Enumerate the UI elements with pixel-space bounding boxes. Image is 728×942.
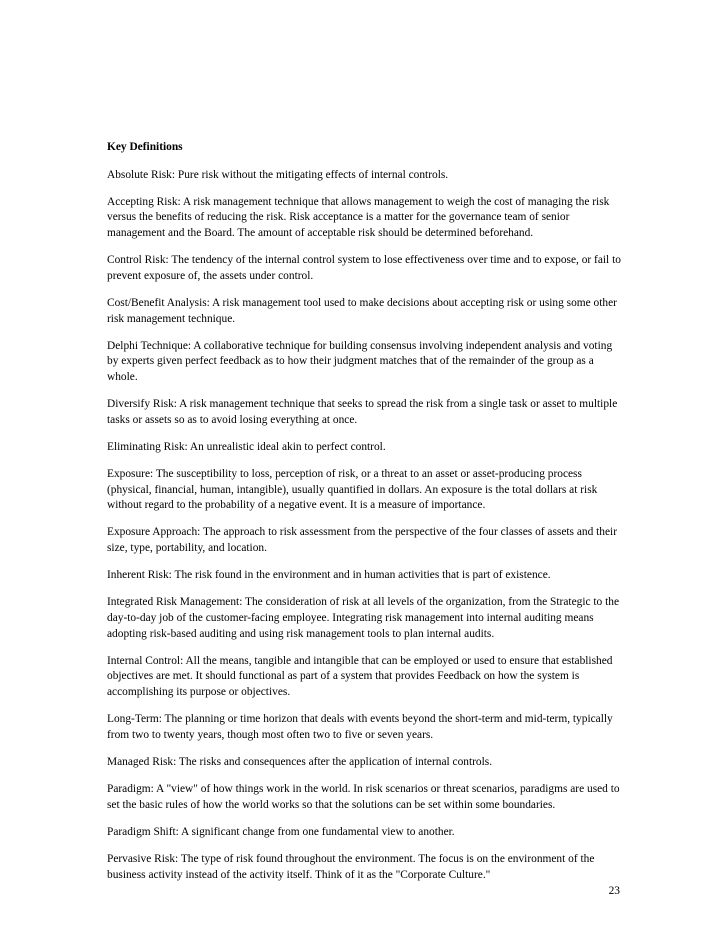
definition-exposure-approach: Exposure Approach: The approach to risk assessment from the perspective of the four classes of assets and their size, type, portability, and location. [107, 526, 618, 555]
definition-internal-control: Internal Control: All the means, tangible and intangible that can be employed or used to ensure that established objectives are met. It should functional as part of a system that provides Feedback on how the system is accomplishing its purpose or objectives. [107, 654, 613, 698]
definition-exposure: Exposure: The susceptibility to loss, perception of risk, or a threat to an asset or asset-producing process (physical, financial, human, intangible), usually quantified in dollars. An exposure is the total dollars at risk without regard to the probability of a negative event. It is a measure of importance. [107, 468, 598, 512]
definition-absolute-risk: Absolute Risk: Pure risk without the mitigating effects of internal controls. [107, 168, 449, 181]
definition-inherent-risk: Inherent Risk: The risk found in the environment and in human activities that is part of existence. [107, 569, 551, 582]
definition-accepting-risk: Accepting Risk: A risk management technique that allows management to weigh the cost of managing the risk versus the benefits of reducing the risk. Risk acceptance is a matter for the governance team of senior management and the Board. The amount of acceptable risk should be determined beforehand. [107, 195, 610, 239]
definitions-section [107, 140, 622, 895]
definition-managed-risk: Managed Risk: The risks and consequences after the application of internal controls. [107, 755, 493, 768]
definition-cost-benefit-analysis: Cost/Benefit Analysis: A risk management tool used to make decisions about accepting risk or using some other risk management technique. [107, 296, 617, 325]
page-number: 23 [608, 885, 620, 897]
section-heading: Key Definitions [107, 141, 183, 153]
definition-paradigm-shift: Paradigm Shift: A significant change from one fundamental view to another. [107, 825, 455, 838]
definition-control-risk: Control Risk: The tendency of the internal control system to lose effectiveness over time and to expose, or fail to prevent exposure of, the assets under control. [107, 254, 621, 282]
definition-diversify-risk: Diversify Risk: A risk management technique that seeks to spread the risk from a single task or asset to multiple tasks or assets so as to avoid losing everything at once. [107, 398, 618, 426]
definition-eliminating-risk: Eliminating Risk: An unrealistic ideal akin to perfect control. [107, 440, 386, 453]
definition-delphi-technique: Delphi Technique: A collaborative technique for building consensus involving independent analysis and voting by experts given perfect feedback as to how their judgment matches that of the remainder of the group as a whole. [107, 339, 613, 383]
definition-integrated-risk-management: Integrated Risk Management: The consideration of risk at all levels of the organization, from the Strategic to the day-to-day job of the customer-facing employee. Integrating risk management into internal auditing means adopting risk-based auditing and using risk management tools to plan internal audits. [107, 596, 620, 640]
definition-long-term: Long-Term: The planning or time horizon that deals with events beyond the short-term and mid-term, typically from two to twenty years, though most often two to five or seven years. [107, 713, 613, 741]
definition-paradigm: Paradigm: A "view" of how things work in the world. In risk scenarios or threat scenarios, paradigms are used to set the basic rules of how the world works so that the solutions can be set within some boundaries. [107, 783, 620, 811]
definition-pervasive-risk: Pervasive Risk: The type of risk found throughout the environment. The focus is on the environment of the business activity instead of the activity itself. Think of it as the "Corporate Culture." [107, 853, 595, 881]
